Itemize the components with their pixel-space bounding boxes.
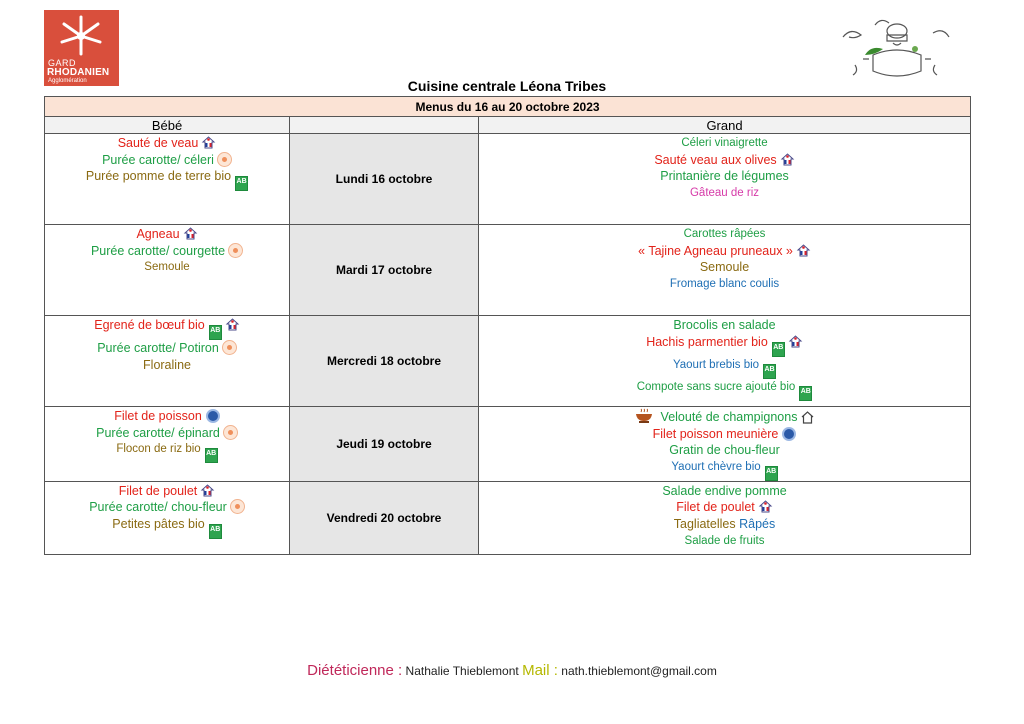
organic-ab-icon: AB xyxy=(205,448,218,463)
bebe-dish-item xyxy=(45,516,289,539)
grand-cell xyxy=(479,481,971,554)
grand-dish-item xyxy=(479,408,970,426)
logo-line-1: GARD xyxy=(48,58,77,68)
grand-dish-item xyxy=(479,499,970,516)
grand-dish-list xyxy=(479,225,970,292)
dietitian-label: Diététicienne : xyxy=(307,662,403,679)
grand-dish-item xyxy=(479,317,970,334)
day-row xyxy=(45,316,971,407)
bebe-dish-item xyxy=(45,357,289,374)
bebe-dish-item xyxy=(45,441,289,463)
bebe-dish-list xyxy=(45,316,289,373)
bebe-cell xyxy=(45,481,290,554)
grand-dish-item xyxy=(479,243,970,260)
dish-name: Salade de fruits xyxy=(684,534,765,547)
grand-cell xyxy=(479,134,971,225)
dish-name: Flocon de riz bio xyxy=(116,443,201,456)
grand-dish-list xyxy=(479,134,970,201)
home-made-icon xyxy=(801,411,814,424)
grand-dish-item xyxy=(479,357,970,379)
bebe-dish-item xyxy=(45,317,289,340)
bebe-cell xyxy=(45,134,290,225)
baby-food-icon xyxy=(222,340,237,355)
weekly-menu-table xyxy=(44,96,971,555)
grand-dish-item xyxy=(479,483,970,500)
dish-name: Salade endive pomme xyxy=(662,483,787,498)
dish-name: Céleri vinaigrette xyxy=(681,137,768,149)
grand-cell xyxy=(479,225,971,316)
dish-name: Purée pomme de terre bio xyxy=(85,169,232,184)
dish-name: Floraline xyxy=(143,357,191,372)
day-label: Mercredi 18 octobre xyxy=(290,316,479,407)
dish-name: Purée carotte/ courgette xyxy=(90,243,226,258)
dietitian-email[interactable]: nath.thieblemont@gmail.com xyxy=(561,664,717,678)
bebe-dish-item xyxy=(45,259,289,276)
column-bebe-header: Bébé xyxy=(45,117,290,134)
grand-dish-item xyxy=(479,185,970,202)
grand-dish-item xyxy=(479,334,970,357)
grand-dish-item xyxy=(479,168,970,185)
dish-name: Egrené de bœuf bio xyxy=(94,318,205,332)
day-row xyxy=(45,225,971,316)
bebe-dish-item xyxy=(45,499,289,516)
france-icon xyxy=(201,135,216,150)
day-row xyxy=(45,407,971,482)
logo-line-2: RHODANIEN xyxy=(47,67,110,78)
baby-food-icon xyxy=(230,499,245,514)
dish-name: Yaourt chèvre bio xyxy=(671,460,761,473)
organic-ab-icon: AB xyxy=(772,342,785,357)
bebe-dish-item xyxy=(45,168,289,191)
logo-star-icon xyxy=(54,14,109,59)
grand-cell xyxy=(479,407,971,482)
bebe-cell xyxy=(45,225,290,316)
grand-dish-item xyxy=(479,135,970,152)
day-label: Lundi 16 octobre xyxy=(290,134,479,225)
menu-period-title: Menus du 16 au 20 octobre 2023 xyxy=(45,97,971,117)
dish-name: Filet de poisson xyxy=(114,409,202,423)
dish-name: Fromage blanc coulis xyxy=(669,277,780,290)
bebe-cell xyxy=(45,316,290,407)
dish-name: Carottes râpées xyxy=(683,228,766,240)
fish-label-icon xyxy=(206,409,220,423)
bebe-dish-item xyxy=(45,408,289,425)
grand-dish-item xyxy=(479,516,970,533)
france-icon xyxy=(758,499,773,514)
dish-name: Velouté de champignons xyxy=(660,410,798,424)
organic-ab-icon: AB xyxy=(765,466,778,481)
bebe-dish-item xyxy=(45,243,289,260)
page-title: Cuisine centrale Léona Tribes xyxy=(407,78,607,94)
bebe-dish-item xyxy=(45,340,289,357)
bebe-dish-list xyxy=(45,225,289,276)
baby-food-icon xyxy=(217,152,232,167)
bebe-dish-list xyxy=(45,134,289,191)
baby-food-icon xyxy=(223,425,238,440)
dish-name: Compote sans sucre ajouté bio xyxy=(636,380,796,393)
grand-dish-list xyxy=(479,482,970,549)
organic-ab-icon: AB xyxy=(209,325,222,340)
dish-name: Sauté de veau xyxy=(117,136,199,150)
days-body xyxy=(45,134,971,555)
baby-food-icon xyxy=(228,243,243,258)
grand-dish-item xyxy=(479,533,970,550)
grand-dish-item xyxy=(479,276,970,293)
mail-label: Mail : xyxy=(522,662,558,679)
grand-dish-item xyxy=(479,379,970,401)
column-grand-header: Grand xyxy=(479,117,971,134)
bebe-dish-item xyxy=(45,152,289,169)
grand-dish-list xyxy=(479,316,970,401)
day-label: Jeudi 19 octobre xyxy=(290,407,479,482)
grand-dish-item xyxy=(479,459,970,481)
grand-cell xyxy=(479,316,971,407)
day-label: Vendredi 20 octobre xyxy=(290,481,479,554)
gard-rhodanien-logo xyxy=(44,10,119,86)
france-icon xyxy=(183,226,198,241)
grand-dish-item xyxy=(479,226,970,243)
dish-name: Printanière de légumes xyxy=(660,169,789,184)
dish-name: Purée carotte/ chou-fleur xyxy=(89,500,227,515)
day-row xyxy=(45,134,971,225)
dish-name: Purée carotte/ céleri xyxy=(102,152,214,167)
dish-name: Filet de poulet xyxy=(118,483,198,498)
organic-ab-icon: AB xyxy=(235,176,248,191)
dish-name: Hachis parmentier bio xyxy=(646,334,768,349)
chef-pot-illustration-icon xyxy=(835,15,955,83)
dish-name: Sauté veau aux olives xyxy=(654,152,777,167)
grand-dish-item xyxy=(479,259,970,276)
dish-name: Tagliatelles xyxy=(673,516,736,531)
grand-dish-item xyxy=(479,152,970,169)
dietitian-name: Nathalie Thieblemont xyxy=(405,664,519,678)
subtitle-row xyxy=(45,97,971,117)
footer xyxy=(0,662,1024,679)
bebe-dish-item xyxy=(45,483,289,500)
dish-extra: Râpés xyxy=(739,516,776,531)
france-icon xyxy=(796,243,811,258)
bebe-dish-item xyxy=(45,226,289,243)
organic-ab-icon: AB xyxy=(799,386,812,401)
dish-name: Purée carotte/ épinard xyxy=(96,425,220,440)
dish-name: Gratin de chou-fleur xyxy=(669,443,780,458)
dish-name: Yaourt brebis bio xyxy=(672,358,760,371)
dish-name: Gâteau de riz xyxy=(689,186,760,199)
france-icon xyxy=(200,483,215,498)
day-label: Mardi 17 octobre xyxy=(290,225,479,316)
organic-ab-icon: AB xyxy=(763,364,776,379)
grand-dish-item xyxy=(479,426,970,443)
france-icon xyxy=(788,334,803,349)
dish-name: « Tajine Agneau pruneaux » xyxy=(638,243,793,258)
dish-name: Semoule xyxy=(144,261,190,274)
dish-name: Filet de poulet xyxy=(676,500,755,515)
dish-name: Semoule xyxy=(699,260,750,275)
soup-pot-icon xyxy=(635,408,653,424)
france-icon xyxy=(780,152,795,167)
dish-name: Purée carotte/ Potiron xyxy=(97,341,219,355)
dish-name: Brocolis en salade xyxy=(673,318,776,332)
grand-dish-list xyxy=(479,407,970,481)
day-row xyxy=(45,481,971,554)
bebe-dish-list xyxy=(45,482,289,539)
grand-dish-item xyxy=(479,442,970,459)
bebe-dish-item xyxy=(45,135,289,152)
bebe-dish-list xyxy=(45,407,289,463)
dish-name: Filet poisson meunière xyxy=(652,426,779,441)
column-header-row xyxy=(45,117,971,134)
logo-line-3: Agglomération xyxy=(48,78,87,84)
dish-name: Petites pâtes bio xyxy=(112,516,205,531)
organic-ab-icon: AB xyxy=(209,524,222,539)
bebe-dish-item xyxy=(45,425,289,442)
fish-label-icon xyxy=(782,427,796,441)
column-day-header xyxy=(290,117,479,134)
bebe-cell xyxy=(45,407,290,482)
dish-name: Agneau xyxy=(136,227,180,241)
france-icon xyxy=(225,317,240,332)
